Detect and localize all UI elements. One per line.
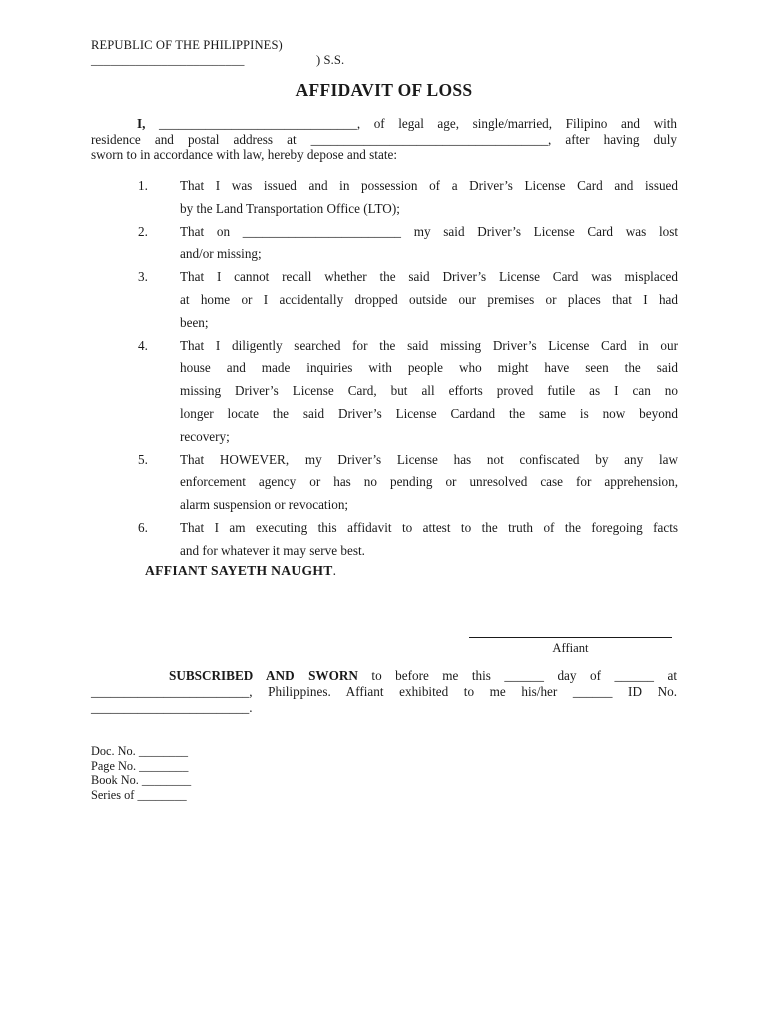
statement-item: [130, 517, 678, 563]
republic-header: REPUBLIC OF THE PHILIPPINES): [91, 38, 283, 52]
naught-period: .: [332, 563, 337, 578]
statement-line: been;: [180, 314, 209, 330]
ss-label: ) S.S.: [316, 53, 345, 67]
statement-number: 6.: [138, 519, 148, 535]
statement-line: That I cannot recall whether the said Driver’s License Card was misplaced: [180, 269, 678, 285]
signature-line: [469, 637, 672, 638]
subscribed-and-sworn: SUBSCRIBED AND SWORN: [169, 668, 358, 683]
statement-item: [130, 449, 678, 517]
statement-item: [130, 221, 678, 267]
intro-line-3: sworn to in accordance with law, hereby depose and state:: [91, 147, 398, 162]
intro-paragraph: [91, 116, 677, 163]
statement-list: [130, 175, 678, 563]
affiant-sayeth-naught: [145, 563, 336, 579]
notarial-register: [91, 744, 191, 802]
jurat-line-1: [91, 668, 677, 684]
statement-item: [130, 266, 678, 334]
statement-item: [130, 175, 678, 221]
statement-line: longer locate the said Driver’s License Cardand the same is now beyond: [180, 405, 678, 421]
intro-pronoun: I,: [137, 116, 146, 131]
statement-line: enforcement agency or has no pending or unresolved case for apprehension,: [180, 474, 678, 490]
statement-line: That I am executing this affidavit to attest to the truth of the foregoing facts: [180, 519, 678, 535]
statement-line: alarm suspension or revocation;: [180, 497, 349, 513]
naught-text: AFFIANT SAYETH NAUGHT: [145, 563, 333, 578]
statement-line: by the Land Transportation Office (LTO);: [180, 200, 400, 216]
statement-line: That on ________________________ my said Driver’s License Card was lost: [180, 223, 678, 239]
intro-line-1-text: ______________________________, of legal age, single/married, Filipino and with: [159, 116, 678, 131]
intro-line-1: [91, 116, 677, 132]
statement-number: 3.: [138, 269, 148, 285]
jurat-line-3: ________________________.: [91, 699, 253, 715]
statement-line: house and made inquiries with people who might have seen the said: [180, 360, 678, 376]
venue-blank: ________________________: [91, 53, 245, 67]
statement-number: 1.: [138, 178, 148, 193]
statement-item: [130, 335, 678, 449]
statement-line: and/or missing;: [180, 246, 262, 262]
jurat-line-2: ________________________, Philippines. Affiant exhibited to me his/her ______ ID No.: [91, 683, 677, 699]
statement-line: That I diligently searched for the said missing Driver’s License Card in our: [180, 337, 678, 353]
statement-line: at home or I accidentally dropped outside our premises or places that I had: [180, 291, 678, 307]
affiant-label: Affiant: [552, 641, 589, 655]
series-of: Series of ________: [91, 787, 187, 802]
statement-line: That I was issued and in possession of a Driver’s License Card and issued: [180, 178, 678, 193]
book-no: Book No. ________: [91, 773, 192, 788]
statement-number: 2.: [138, 223, 148, 239]
statement-line: missing Driver’s License Card, but all efforts proved futile as I can no: [180, 383, 678, 399]
jurat-paragraph: [91, 668, 677, 715]
doc-no: Doc. No. ________: [91, 744, 189, 758]
statement-line: and for whatever it may serve best.: [180, 542, 365, 558]
intro-line-2: residence and postal address at ____________________________________, after having duly: [91, 131, 677, 147]
statement-number: 4.: [138, 337, 148, 353]
statement-line: recovery;: [180, 428, 230, 444]
document-title: AFFIDAVIT OF LOSS: [295, 80, 473, 100]
page-no: Page No. ________: [91, 758, 189, 773]
statement-number: 5.: [138, 451, 148, 467]
jurat-line-1-text: to before me this ______ day of ______ at: [357, 668, 677, 683]
statement-line: That HOWEVER, my Driver’s License has not confiscated by any law: [180, 451, 678, 467]
